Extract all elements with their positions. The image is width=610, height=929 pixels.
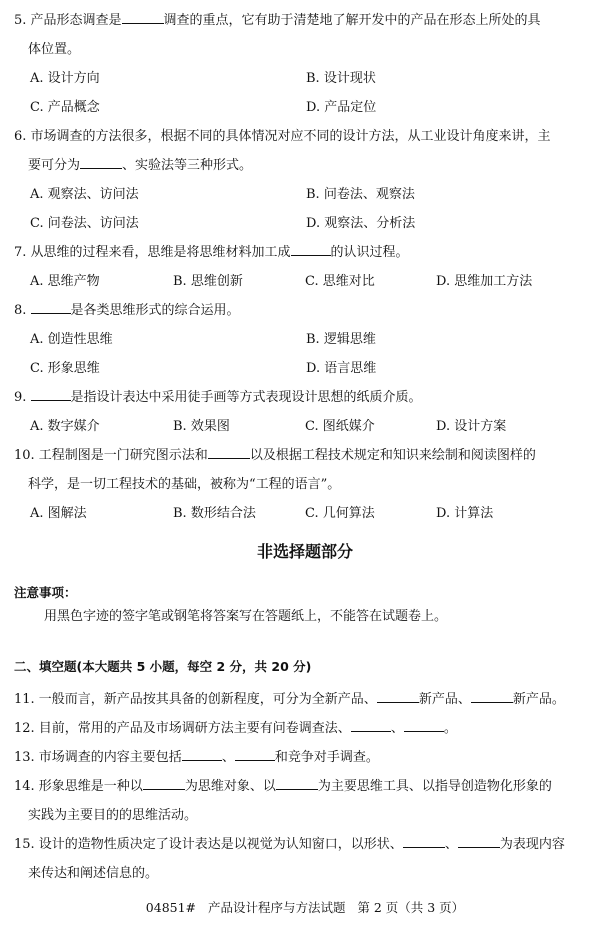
q7-option-b: B. 思维创新: [173, 274, 243, 289]
question-11: 11. 一般而言，新产品按其具备的创新程度，可分为全新产品、 新产品、 新产品。: [14, 692, 565, 707]
q5-text-post: 调查的重点，它有助于清楚地了解开发中的产品在形态上所处的具: [163, 13, 541, 28]
answer-blank: [458, 835, 500, 848]
question-8: [14, 296, 599, 325]
answer-blank: [143, 777, 185, 790]
q14-text-line2: 实践为主要目的的思维活动。: [28, 808, 198, 823]
q7-text-post: 的认识过程。: [330, 245, 409, 260]
answer-blank: [235, 748, 275, 761]
question-10: [14, 441, 599, 499]
q7-text-pre: 7. 从思维的过程来看，思维是将思维材料加工成: [14, 245, 291, 260]
q6-option-b: B. 问卷法、观察法: [306, 187, 415, 202]
section-title: 非选择题部分: [256, 542, 353, 561]
q5-option-b: B. 设计现状: [306, 71, 376, 86]
question-7: [14, 238, 599, 267]
q8-option-c: C. 形象思维: [30, 361, 100, 376]
q7-option-a: A. 思维产物: [30, 274, 100, 289]
question-15: 15. 设计的造物性质决定了设计表达是以视觉为认知窗口，以形状、 、 为表现内容 来传达和阐述信息的。: [14, 830, 599, 888]
q9-option-b: B. 效果图: [173, 419, 230, 434]
q9-option-c: C. 图纸媒介: [305, 419, 375, 434]
q5-text-pre: 5. 产品形态调查是: [14, 13, 122, 28]
q10-text-pre: 10. 工程制图是一门研究图示法和: [14, 448, 208, 463]
q10-option-b: B. 数形结合法: [173, 506, 256, 521]
q5-option-c: C. 产品概念: [30, 100, 100, 115]
q9-text-pre: 9.: [14, 390, 27, 405]
q8-option-b: B. 逻辑思维: [306, 332, 376, 347]
q5-options-row2: [30, 93, 600, 122]
answer-blank: [291, 243, 331, 256]
q8-text-pre: 8.: [14, 303, 27, 318]
q8-option-a: A. 创造性思维: [30, 332, 113, 347]
answer-blank: [31, 388, 71, 401]
q7-option-c: C. 思维对比: [305, 274, 375, 289]
q9-option-a: A. 数字媒介: [30, 419, 100, 434]
question-5: [14, 6, 599, 64]
q6-text-line2: 要可分为 、实验法等三种形式。: [28, 158, 253, 173]
q6-option-c: C. 问卷法、访问法: [30, 216, 139, 231]
q5-option-d: D. 产品定位: [306, 100, 377, 115]
answer-blank: [208, 446, 250, 459]
question-6: [14, 122, 599, 180]
q8-text-post: 是各类思维形式的综合运用。: [70, 303, 240, 318]
answer-blank: [182, 748, 222, 761]
q6-option-a: A. 观察法、访问法: [30, 187, 139, 202]
answer-blank: [471, 690, 513, 703]
answer-blank: [276, 777, 318, 790]
notes-heading: 注意事项：: [14, 585, 77, 600]
question-13: 13. 市场调查的内容主要包括 、 和竞争对手调查。: [14, 750, 379, 765]
notes-text: 用黑色字迹的签字笔或钢笔将答案写在答题纸上，不能答在试题卷上。: [44, 609, 448, 624]
answer-blank: [404, 719, 444, 732]
answer-blank: [31, 301, 71, 314]
q6-option-d: D. 观察法、分析法: [306, 216, 416, 231]
q10-option-d: D. 计算法: [436, 506, 494, 521]
answer-blank: [403, 835, 445, 848]
page-footer: 04851# 产品设计程序与方法试题 第 2 页（共 3 页）: [145, 900, 465, 915]
part2-heading: 二、填空题(本大题共 5 小题，每空 2 分，共 20 分): [14, 659, 312, 674]
answer-blank: [377, 690, 419, 703]
question-9: [14, 383, 599, 412]
q5-option-a: A. 设计方向: [30, 71, 100, 86]
q10-text-post: 以及根据工程技术规定和知识来绘制和阅读图样的: [249, 448, 536, 463]
q5-options-row1: [30, 64, 600, 93]
q8-options-row2: [30, 354, 600, 383]
q10-text-line2: 科学，是一切工程技术的基础，被称为“工程的语言”。: [28, 477, 341, 492]
q8-option-d: D. 语言思维: [306, 361, 377, 376]
q6-text-line1: 6. 市场调查的方法很多，根据不同的具体情况对应不同的设计方法，从工业设计角度来讲，主: [14, 129, 551, 144]
question-12: 12. 目前，常用的产品及市场调研方法主要有问卷调查法、 、 。: [14, 721, 457, 736]
q10-option-a: A. 图解法: [30, 506, 87, 521]
question-14: 14. 形象思维是一种以 为思维对象、以 为主要思维工具、以指导创造物化形象的 实践为主要目的的思维活动。: [14, 772, 599, 830]
q7-options: [30, 267, 600, 296]
answer-blank: [122, 11, 164, 24]
q7-option-d: D. 思维加工方法: [436, 274, 533, 289]
q5-text-line2: 体位置。: [28, 42, 81, 57]
answer-blank: [80, 156, 122, 169]
q10-options: [30, 499, 600, 528]
q9-text-post: 是指设计表达中采用徒手画等方式表现设计思想的纸质介质。: [70, 390, 422, 405]
answer-blank: [351, 719, 391, 732]
q9-options: [30, 412, 600, 441]
q9-option-d: D. 设计方案: [436, 419, 507, 434]
q15-text-line2: 来传达和阐述信息的。: [28, 866, 159, 881]
q10-option-c: C. 几何算法: [305, 506, 375, 521]
q6-options-row2: [30, 209, 600, 238]
q8-options-row1: [30, 325, 600, 354]
q6-options-row1: [30, 180, 600, 209]
